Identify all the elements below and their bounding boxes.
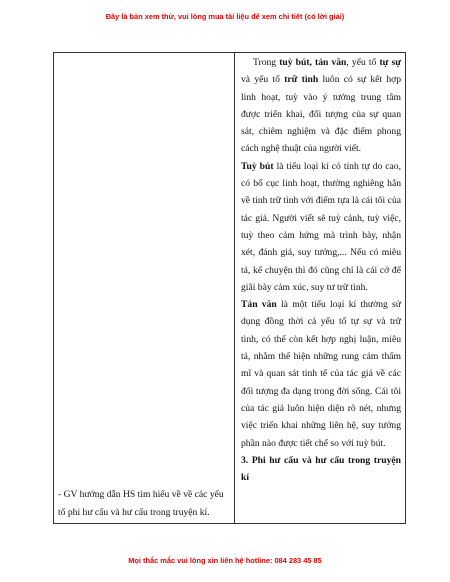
bold-term-tuy-but: Tuỳ bút xyxy=(241,160,274,172)
teacher-instruction: - GV hướng dẫn HS tìm hiểu về về các yếu tố phi hư cấu và hư cấu trong truyện kí. xyxy=(58,489,224,518)
teacher-activity-cell xyxy=(54,53,235,524)
hotline-banner: Mọi thắc mắc vui lòng xin liên hệ hotline: 084 283 45 85 xyxy=(128,556,322,565)
intro-paragraph xyxy=(241,54,401,158)
preview-notice-banner: Đây là bản xem thử, vui lòng mua tài liệu để xem chi tiết (có lời giải) xyxy=(105,12,345,21)
text-span: và yếu tố xyxy=(241,74,285,86)
text-span: là tiểu loại kí có tính tự do cao, có bố cục linh hoạt, thường nghiêng hẳn về tính trữ tình với điểm tựa là cái tôi của tác giả. Người viết sẽ tuỳ cảnh, tuỳ việc, tuỳ theo cảm hứng mà trình bày, nhận xét, đánh giá, suy tưởng,... Nếu có miêu tả, kể chuyện thì đó cũng chỉ là cái cớ để giãi bày cảm xúc, suy tư trữ tình. xyxy=(241,160,401,293)
tan-van-paragraph xyxy=(241,296,401,452)
text-span: Trong xyxy=(253,57,280,68)
text-span: , yếu tố xyxy=(346,57,380,68)
text-span: là một tiểu loại kí thường sử dụng đồng thời cả yếu tố tự sự và trữ tình, có thể còn kết hợp nghị luận, miêu tả, nhằm thể hiện những rung cảm thẩm mĩ và quan sát tinh tế của tác giả về các đối tượng đa dạng trong đời sống. Cái tôi của tác giả luôn hiện diện rõ nét, nhưng việc triển khai những liên hệ, suy tưởng phần nào được tiết chế so với tuỳ bút. xyxy=(241,299,401,449)
bold-term-tu-su: tự sự xyxy=(379,57,401,68)
text-span: luôn có sự kết hợp linh hoạt, tuỳ vào ý tưởng trung tâm được triển khai, đối tượng của sự quan sát, chiêm nghiệm và đặc điểm phong cách nghệ thuật của người viết. xyxy=(241,74,401,155)
content-cell xyxy=(235,53,406,524)
tuy-but-paragraph xyxy=(241,158,401,296)
bold-term-tuy-but-tan-van: tuỳ bút, tản văn xyxy=(279,57,347,68)
bold-term-tan-van: Tản văn xyxy=(241,299,277,311)
bold-term-tru-tinh: trữ tình xyxy=(284,74,319,86)
table-row xyxy=(54,53,406,524)
lesson-table xyxy=(53,52,406,524)
section-heading: 3. Phi hư cấu và hư cấu trong truyện kí xyxy=(241,454,401,484)
